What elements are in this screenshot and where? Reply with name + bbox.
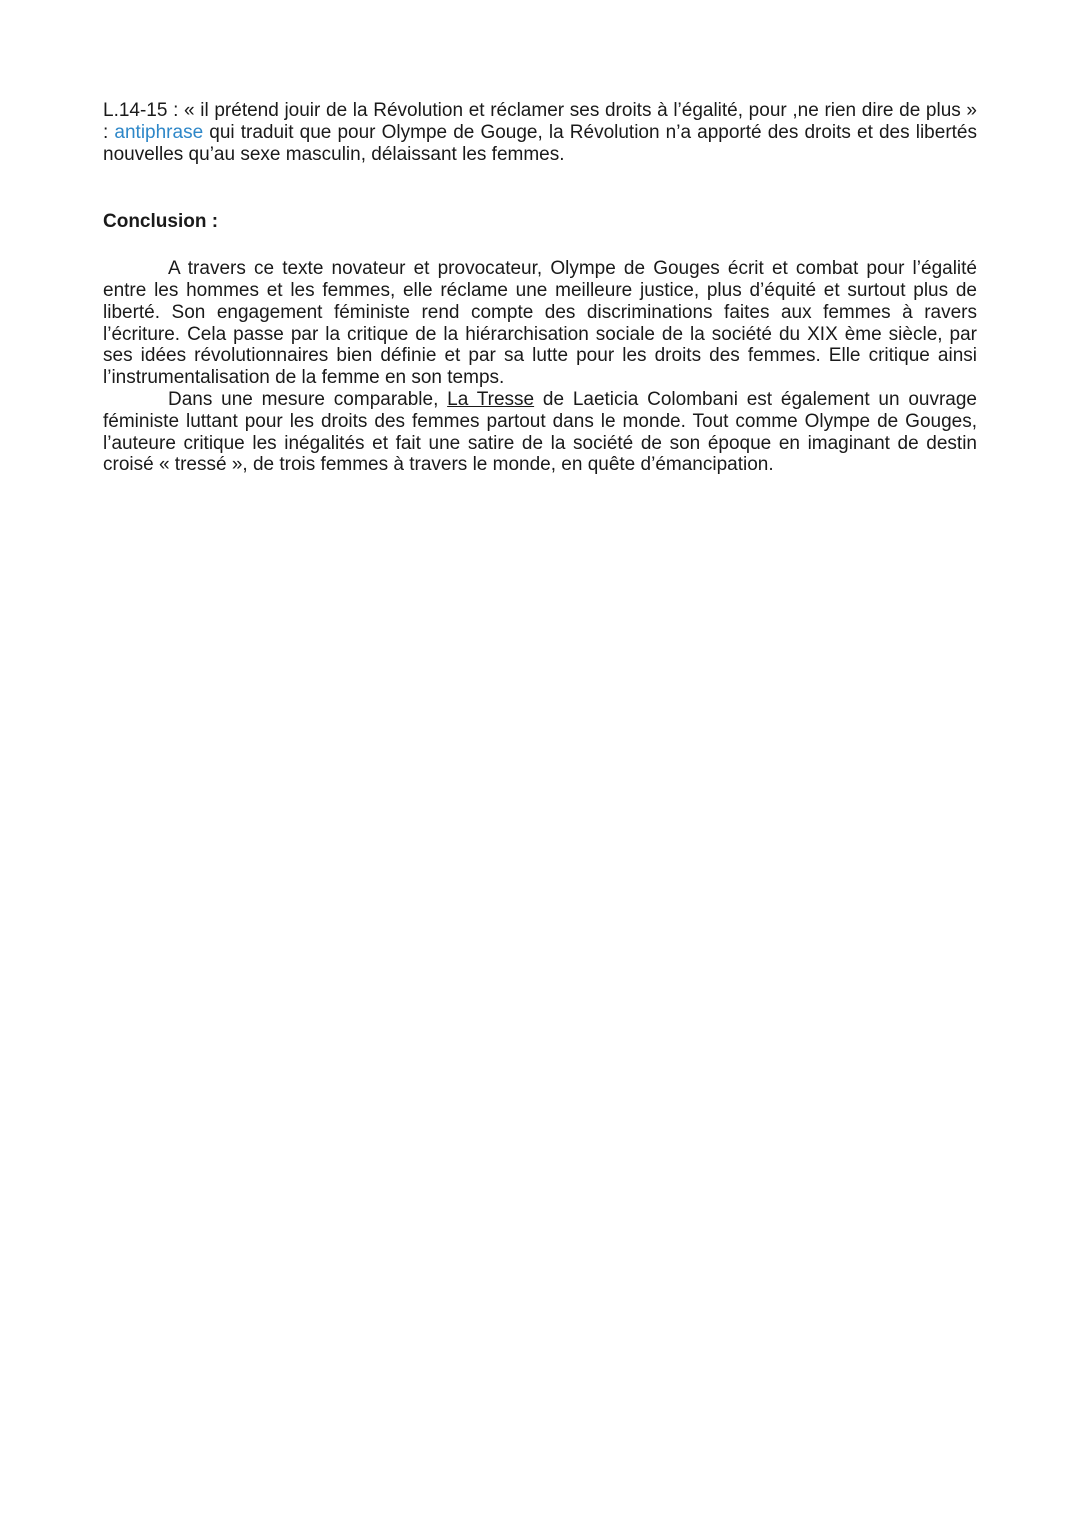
conclusion-p2-before: Dans une mesure comparable, (168, 388, 448, 410)
intro-text-after: qui traduit que pour Olympe de Gouge, la Révolution n’a apporté des droits et des libertés nouvelles qu’au sexe masculin, délaissant les femmes. (103, 121, 977, 165)
rhetorical-term: antiphrase (114, 121, 204, 143)
conclusion-paragraph-1: A travers ce texte novateur et provocateur, Olympe de Gouges écrit et combat pour l’égalité entre les hommes et les femmes, elle réclame une meilleure justice, plus d’équité et surtout plus de liberté. Son engagement féministe rend compte des discriminations faites aux femmes à ravers l’écriture. Cela passe par la critique de la hiérarchisation sociale de la société du XIX ème siècle, par ses idées révolutionnaires bien définie et par sa lutte pour les droits des femmes. Elle critique ainsi l’instrumentalisation de la femme en son temps. (103, 258, 977, 389)
conclusion-p2-after: de Laeticia Colombani est également un ouvrage féministe luttant pour les droits des femmes partout dans le monde. Tout comme Olympe de Gouges, l’auteure critique les inégalités et fait une satire de la société de son époque en imaginant de destin croisé « tressé », de trois femmes à travers le monde, en quête d’émancipation. (103, 388, 977, 476)
book-title: La Tresse (447, 388, 535, 410)
conclusion-heading: Conclusion : (103, 211, 219, 233)
intro-paragraph (103, 100, 977, 165)
intro-text-before: L.14-15 : « il prétend jouir de la Révolution et réclamer ses droits à l’égalité, pour ,ne rien dire de plus » : (103, 100, 977, 143)
document-page (103, 100, 977, 476)
conclusion-paragraph-2 (103, 389, 977, 476)
